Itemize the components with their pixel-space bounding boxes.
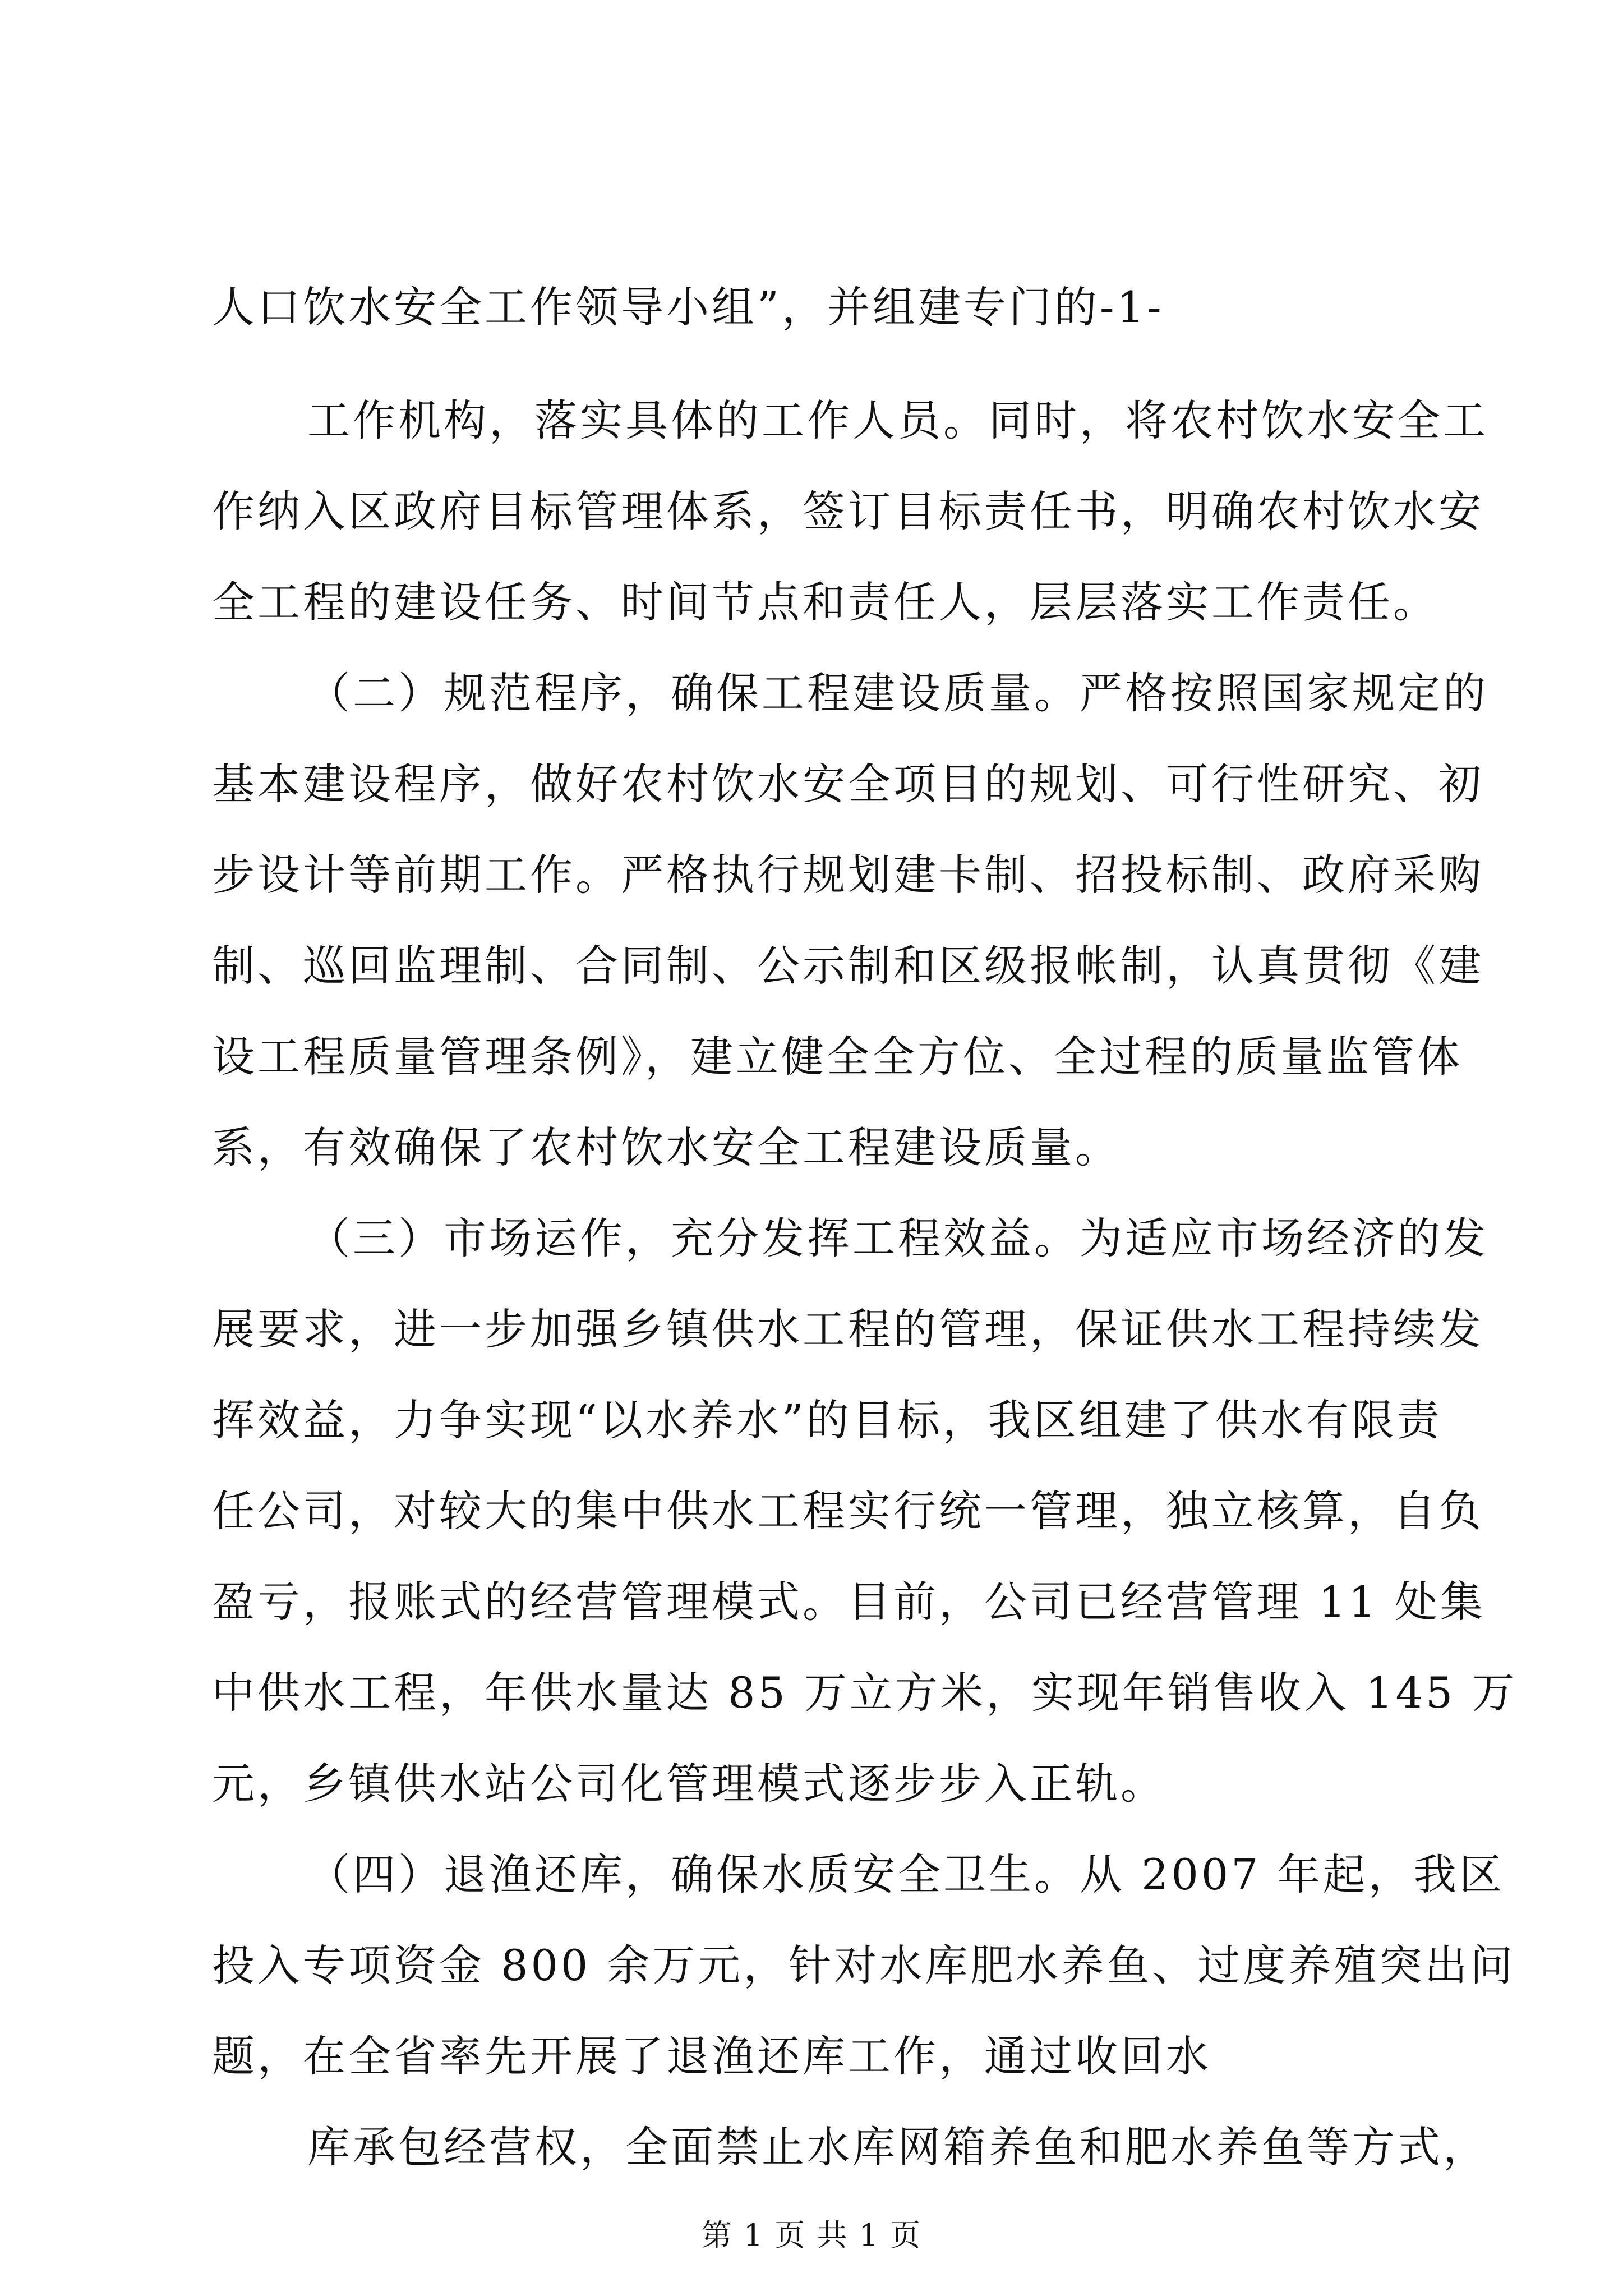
text-line-21: 库承包经营权，全面禁止水库网箱养鱼和肥水养鱼等方式， — [307, 2122, 1488, 2172]
text-line-20: 题，在全省率先开展了退渔还库工作，通过收回水 — [212, 2031, 1211, 2081]
text-line-13: 挥效益，力争实现“以水养水”的目标，我区组建了供水有限责 — [212, 1395, 1442, 1445]
text-line-8: 制、巡回监理制、合同制、公示制和区级报帐制，认真贯彻《建 — [212, 941, 1484, 991]
text-line-9: 设工程质量管理条例》，建立健全全方位、全过程的质量监管体 — [212, 1032, 1463, 1082]
text-line-6: 基本建设程序，做好农村饮水安全项目的规划、可行性研究、初 — [212, 759, 1484, 809]
text-line-14: 任公司，对较大的集中供水工程实行统一管理，独立核算，自负 — [212, 1486, 1484, 1536]
text-line-12: 展要求，进一步加强乡镇供水工程的管理，保证供水工程持续发 — [212, 1304, 1484, 1354]
text-line-3: 作纳入区政府目标管理体系，签订目标责任书，明确农村饮水安 — [212, 486, 1484, 536]
text-line-17: 元，乡镇供水站公司化管理模式逐步步入正轨。 — [212, 1759, 1166, 1809]
text-line-15: 盈亏，报账式的经营管理模式。目前，公司已经营管理 11 处集 — [212, 1577, 1486, 1627]
text-line-2: 工作机构，落实具体的工作人员。同时，将农村饮水安全工 — [307, 395, 1488, 445]
text-line-18: （四）退渔还库，确保水质安全卫生。从 2007 年起，我区 — [307, 1849, 1505, 1899]
text-line-5: （二）规范程序，确保工程建设质量。严格按照国家规定的 — [307, 668, 1488, 718]
text-line-7: 步设计等前期工作。严格执行规划建卡制、招投标制、政府采购 — [212, 850, 1484, 900]
page-footer: 第 1 页 共 1 页 — [701, 2217, 922, 2253]
text-line-19: 投入专项资金 800 余万元，针对水库肥水养鱼、过度养殖突出问 — [212, 1940, 1516, 1990]
text-line-11: （三）市场运作，充分发挥工程效益。为适应市场经济的发 — [307, 1213, 1488, 1263]
text-line-16: 中供水工程，年供水量达 85 万立方米，实现年销售收入 145 万 — [212, 1668, 1518, 1718]
text-line-1: 人口饮水安全工作领导小组”，并组建专门的-1- — [212, 282, 1164, 332]
text-line-4: 全工程的建设任务、时间节点和责任人，层层落实工作责任。 — [212, 577, 1438, 627]
text-line-10: 系，有效确保了农村饮水安全工程建设质量。 — [212, 1122, 1121, 1172]
